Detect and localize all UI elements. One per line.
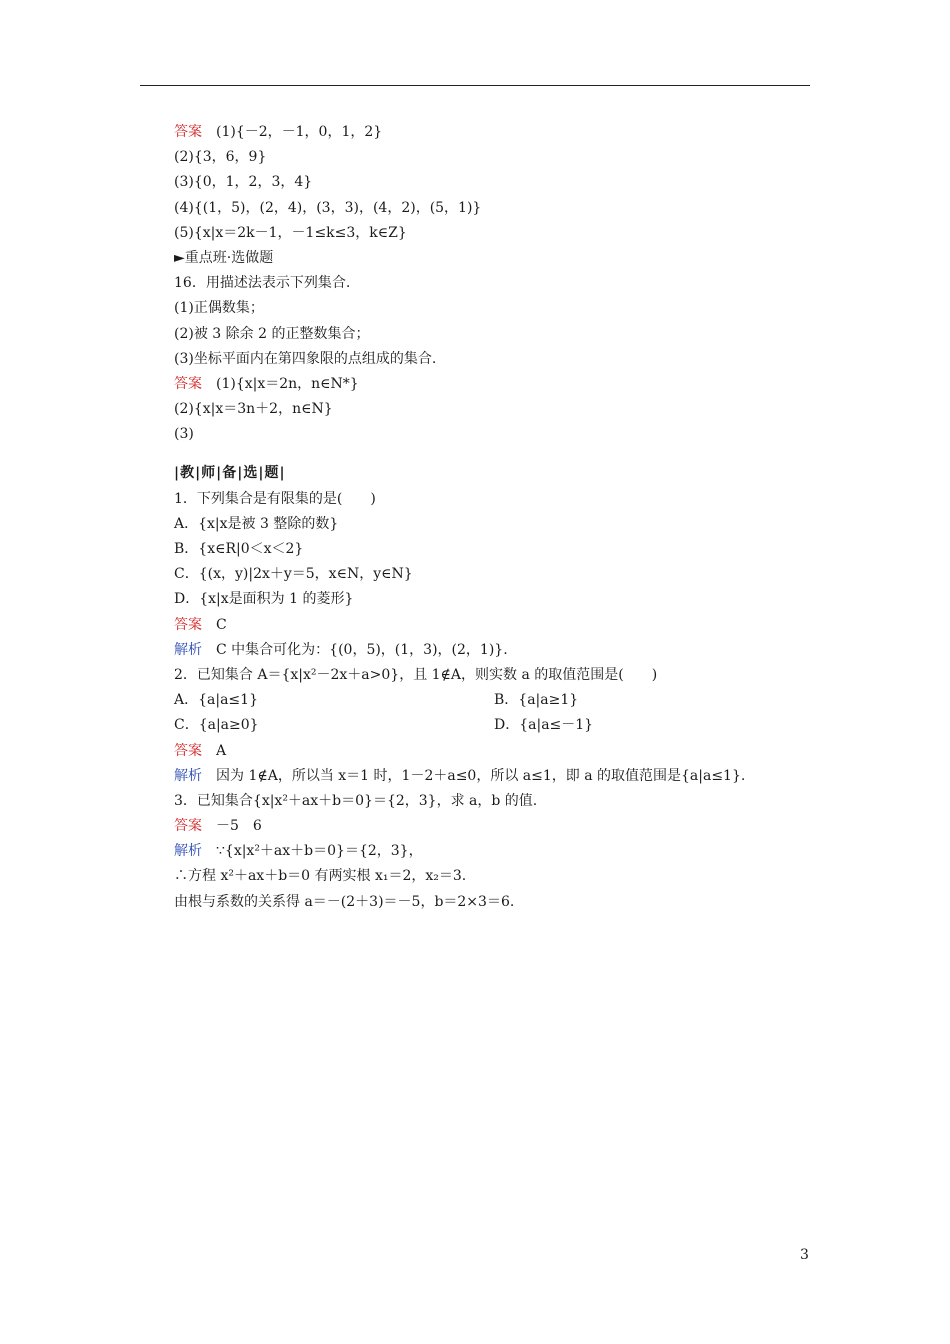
teacher-section-heading: |教|师|备|选|题| [174, 465, 286, 482]
analysis-label: 解析 [174, 843, 202, 860]
answer-text: C [216, 616, 227, 633]
answer-line [174, 372, 814, 397]
option-b: B．{x∈R|0＜x＜2} [174, 541, 304, 557]
option-row [174, 713, 814, 738]
option-row [174, 688, 814, 713]
option-c: C．{(x，y)|2x＋y＝5，x∈N，y∈N} [174, 566, 413, 583]
answer-text: (1){x|x＝2n，n∈N*} [216, 375, 359, 392]
question-part: (3)坐标平面内在第四象限的点组成的集合. [174, 350, 437, 367]
option-a: A．{a|a≤1} [174, 692, 258, 709]
analysis-line: 由根与系数的关系得 a＝－(2＋3)＝－5，b＝2×3＝6. [174, 893, 515, 910]
answer-line: (2){3，6，9} [174, 149, 267, 166]
question-part: (1)正偶数集； [174, 300, 264, 317]
answer-label: 答案 [174, 818, 202, 835]
question-part: (2)被 3 除余 2 的正整数集合； [174, 325, 370, 342]
answer-line [174, 120, 814, 145]
answer-line: (3){0，1，2，3，4} [174, 174, 313, 191]
answer-text: －5 6 [216, 818, 262, 835]
answer-line [174, 739, 814, 764]
answer-line: (5){x|x＝2k－1，－1≤k≤3，k∈Z} [174, 224, 407, 241]
question-stem: 3．已知集合{x|x²＋ax＋b＝0}＝{2，3}，求 a，b 的值. [174, 792, 538, 809]
answer-text: A [216, 742, 227, 759]
section-marker: ►重点班·选做题 [174, 249, 274, 266]
option-d: D．{a|a≤－1} [494, 717, 594, 734]
option-c: C．{a|a≥0} [174, 717, 259, 734]
answer-label: 答案 [174, 742, 202, 759]
answer-text: (1){－2，－1，0，1，2} [216, 124, 383, 140]
option-b: B．{a|a≥1} [494, 692, 579, 709]
answer-line: (3) [174, 426, 194, 443]
answer-label: 答案 [174, 124, 202, 140]
option-a: A．{x|x是被 3 整除的数} [174, 515, 339, 532]
question-stem: 2．已知集合 A＝{x|x²－2x＋a>0}，且 1∉A，则实数 a 的取值范围是( ) [174, 666, 658, 683]
header-rule [140, 85, 810, 86]
answer-line [174, 814, 814, 839]
answer-line [174, 613, 814, 638]
answer-line: (4){(1，5)，(2，4)，(3，3)，(4，2)，(5，1)} [174, 199, 482, 216]
analysis-line [174, 839, 814, 864]
page-number: 3 [800, 1247, 809, 1263]
analysis-text: C 中集合可化为：{(0，5)，(1，3)，(2，1)}. [216, 641, 508, 658]
answer-label: 答案 [174, 616, 202, 633]
analysis-label: 解析 [174, 767, 202, 784]
answer-label: 答案 [174, 375, 202, 392]
option-d: D．{x|x是面积为 1 的菱形} [174, 591, 354, 608]
answer-line: (2){x|x＝3n＋2，n∈N} [174, 401, 333, 418]
analysis-line: ∴方程 x²＋ax＋b＝0 有两实根 x₁＝2，x₂＝3. [174, 868, 467, 885]
analysis-line [174, 764, 814, 789]
analysis-line [174, 638, 814, 663]
question-stem: 16．用描述法表示下列集合. [174, 275, 351, 292]
page-content [174, 120, 814, 915]
analysis-text: 因为 1∉A，所以当 x＝1 时，1－2＋a≤0，所以 a≤1，即 a 的取值范围是{a|a≤1}. [216, 767, 746, 784]
analysis-text: ∵{x|x²＋ax＋b＝0}＝{2，3}， [216, 843, 423, 860]
question-stem: 1．下列集合是有限集的是( ) [174, 490, 376, 507]
analysis-label: 解析 [174, 641, 202, 658]
